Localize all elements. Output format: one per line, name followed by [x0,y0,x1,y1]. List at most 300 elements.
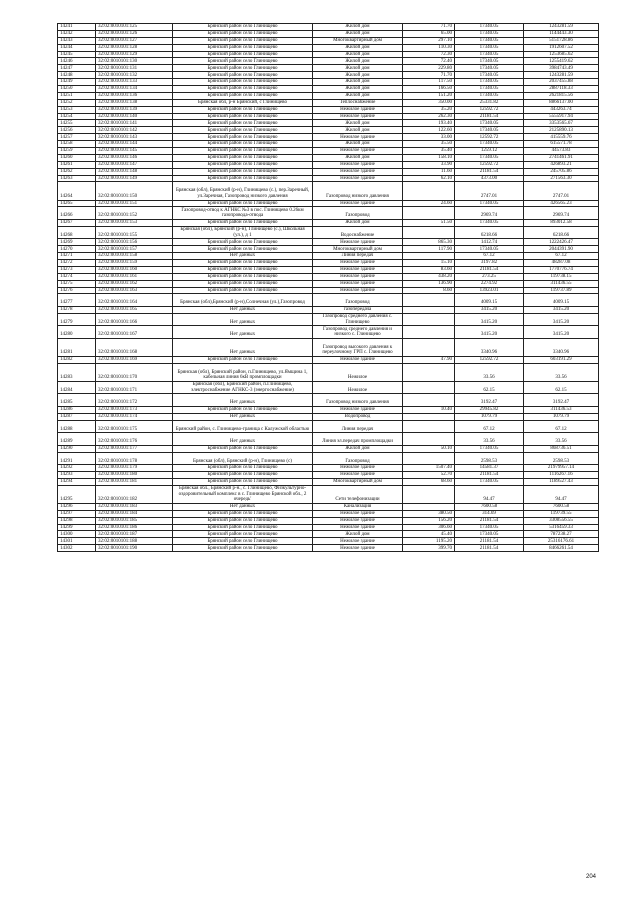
cadastral-value-cell: 2887118.33 [524,86,599,93]
cadastral-number-cell: 32:02:0010101:165 [96,306,173,313]
area-cell [403,253,455,260]
table-row [58,120,599,127]
cadastral-value-cell: 119738.15 [524,273,599,280]
price-per-unit-cell: 12592.72 [455,356,524,363]
row-number-cell: 14293 [58,472,96,479]
cadastral-value-cell: 3353565.67 [524,120,599,127]
object-type-cell: Канализация [313,503,403,510]
cadastral-number-cell: 32:02:0010101:125 [96,24,173,31]
price-per-unit-cell: 13923.01 [455,287,524,294]
table-row [58,294,599,307]
table-row [58,30,599,37]
address-cell: Брянский район село Глинищево [173,148,313,155]
object-type-cell: газопередача [313,306,403,313]
cadastral-value-cell: 25316176.61 [524,538,599,545]
area-cell: 65.00 [403,30,455,37]
area-cell [403,413,455,420]
area-cell [403,381,455,394]
object-type-cell: Газопровод низкого давления [313,394,403,407]
area-cell: 33.00 [403,134,455,141]
address-cell: Брянский район село Глинищево [173,280,313,287]
address-cell: Брянский район село Глинищево [173,37,313,44]
price-per-unit-cell: 3415.20 [455,313,524,326]
cadastral-value-cell: 1770776.74 [524,266,599,273]
row-number-cell: 14284 [58,381,96,394]
table-row [58,127,599,134]
price-per-unit-cell: 17340.05 [455,30,524,37]
price-per-unit-cell: 2598.53 [455,452,524,465]
price-per-unit-cell: 29945.82 [455,406,524,413]
address-cell: Брянский район село Глинищево [173,219,313,226]
area-cell [403,226,455,239]
area-cell: 350.00 [403,99,455,106]
table-row [58,219,599,226]
cadastral-number-cell: 32:02:0010101:144 [96,141,173,148]
address-cell: Брянский район село Глинищево [173,30,313,37]
address-cell: Брянский район село Глинищево [173,406,313,413]
cadastral-value-cell: 8866137.00 [524,99,599,106]
table-row [58,99,599,106]
cadastral-number-cell: 32:02:0010101:151 [96,200,173,207]
price-per-unit-cell: 17340.05 [455,445,524,452]
cadastral-number-cell: 32:02:0010101:153 [96,219,173,226]
cadastral-value-cell: 1116267.16 [524,472,599,479]
address-cell: Нет данных [173,338,313,356]
area-cell: 166.50 [403,86,455,93]
cadastral-number-cell: 32:02:0010101:177 [96,445,173,452]
cadastral-number-cell: 32:02:0010101:130 [96,58,173,65]
area-cell: 11.60 [403,168,455,175]
object-type-cell: Линия передач [313,253,403,260]
object-type-cell: Сети телефонизации [313,485,403,503]
cadastral-value-cell: 3415.20 [524,313,599,326]
address-cell: Брянская (обл), Брянский район, п.Глинищево, ул.Ямщина 1, кабельная линия 6кВ промплощадки [173,363,313,381]
price-per-unit-cell: 12592.72 [455,161,524,168]
row-number-cell: 14243 [58,37,96,44]
price-per-unit-cell: 17340.05 [455,219,524,226]
cadastral-number-cell: 32:02:0010101:152 [96,207,173,220]
price-per-unit-cell: 17340.05 [455,478,524,485]
row-number-cell: 14285 [58,394,96,407]
table-row [58,306,599,313]
address-cell: Брянский район село Глинищево [173,51,313,58]
cadastral-number-cell: 32:02:0010101:141 [96,120,173,127]
cadastral-number-cell: 32:02:0010101:168 [96,338,173,356]
price-per-unit-cell: 21181.54 [455,168,524,175]
object-type-cell: Водопровод [313,413,403,420]
address-cell: Брянский район, с. Глинищево-граница с Калужской областью [173,420,313,433]
row-number-cell: 14297 [58,510,96,517]
cadastral-number-cell: 32:02:0010101:169 [96,356,173,363]
price-per-unit-cell: 12592.72 [455,106,524,113]
table-row [58,260,599,267]
area-cell: 1507.40 [403,465,455,472]
price-per-unit-cell: 17340.05 [455,37,524,44]
row-number-cell: 14287 [58,413,96,420]
cadastral-number-cell: 32:02:0010101:134 [96,86,173,93]
area-cell [403,485,455,503]
cadastral-number-cell: 32:02:0010101:186 [96,524,173,531]
object-type-cell: Жилой дом [313,30,403,37]
cadastral-value-cell: 3415.20 [524,306,599,313]
area-cell [403,182,455,200]
table-row [58,246,599,253]
row-number-cell: 14268 [58,226,96,239]
object-type-cell: Линия передач [313,420,403,433]
address-cell: Брянский район село Глинищево [173,517,313,524]
table-row [58,394,599,407]
row-number-cell: 14252 [58,99,96,106]
price-per-unit-cell: 21181.54 [455,266,524,273]
table-row [58,510,599,517]
object-type-cell: Нежилое здание [313,148,403,155]
cadastral-value-cell: 271563.30 [524,175,599,182]
area-cell: 380.50 [403,510,455,517]
cadastral-value-cell: 1222426.47 [524,239,599,246]
price-per-unit-cell: 21181.54 [455,517,524,524]
area-cell [403,294,455,307]
table-row [58,280,599,287]
row-number-cell: 14261 [58,161,96,168]
table-row [58,452,599,465]
table-row [58,503,599,510]
price-per-unit-cell: 3192.47 [455,394,524,407]
price-per-unit-cell: 33.56 [455,363,524,381]
address-cell: Брянский район село Глинищево [173,161,313,168]
area-cell: 15.10 [403,260,455,267]
object-type-cell: Линия эл.передач промплощадки [313,433,403,446]
cadastral-value-cell: 2125890.13 [524,127,599,134]
cadastral-number-cell: 32:02:0010101:164 [96,294,173,307]
cadastral-value-cell: 426565.23 [524,200,599,207]
area-cell: 83.60 [403,266,455,273]
area-cell: 71.70 [403,24,455,31]
object-type-cell: Газопровод низкого давления [313,182,403,200]
address-cell: Брянский район село Глинищево [173,239,313,246]
area-cell: 297.10 [403,37,455,44]
cadastral-number-cell: 32:02:0010101:182 [96,485,173,503]
table-row [58,86,599,93]
area-cell: 117.90 [403,246,455,253]
table-row [58,326,599,339]
row-number-cell: 14299 [58,524,96,531]
row-number-cell: 14301 [58,538,96,545]
address-cell: Брянская (обл),Брянский (р-н),Солнечная (ул.),Газопровод [173,294,313,307]
object-type-cell: Многоквартирный дом [313,37,403,44]
object-type-cell: Жилой дом [313,44,403,51]
table-row [58,266,599,273]
area-cell: 35.40 [403,148,455,155]
row-number-cell: 14272 [58,260,96,267]
object-type-cell: Нежилое [313,363,403,381]
table-row [58,420,599,433]
cadastral-number-cell: 32:02:0010101:147 [96,161,173,168]
address-cell: Брянский район село Глинищево [173,24,313,31]
table-row [58,154,599,161]
row-number-cell: 14289 [58,433,96,446]
price-per-unit-cell: 17340.05 [455,24,524,31]
address-cell: Брянский район село Глинищево [173,531,313,538]
area-cell: 229.80 [403,65,455,72]
address-cell: Брянский район село Глинищево [173,141,313,148]
table-row [58,363,599,381]
object-type-cell: Газопровод [313,452,403,465]
cadastral-number-cell: 32:02:0010101:175 [96,420,173,433]
object-type-cell: Нежилое здание [313,356,403,363]
row-number-cell: 14292 [58,465,96,472]
address-cell: Брянская обл, р-н Брянский, с Глинищево [173,99,313,106]
cadastral-number-cell: 32:02:0010101:181 [96,478,173,485]
object-type-cell: Нежилое здание [313,266,403,273]
address-cell: Нет данных [173,433,313,446]
cadastral-number-cell: 32:02:0010101:163 [96,287,173,294]
price-per-unit-cell: 2969.74 [455,207,524,220]
table-row [58,538,599,545]
row-number-cell: 14277 [58,294,96,307]
object-type-cell: Нежилое здание [313,472,403,479]
address-cell: Брянская (обл), Брянский (р-н), Глинищево (с) [173,452,313,465]
price-per-unit-cell: 1079.79 [455,413,524,420]
cadastral-number-cell: 32:02:0010101:158 [96,253,173,260]
cadastral-value-cell: 2037455.88 [524,79,599,86]
object-type-cell: Жилой дом [313,141,403,148]
price-per-unit-cell: 17340.05 [455,141,524,148]
price-per-unit-cell: 12592.72 [455,134,524,141]
area-cell: 62.10 [403,175,455,182]
object-type-cell: Жилой дом [313,120,403,127]
table-row [58,313,599,326]
area-cell: 865.30 [403,239,455,246]
table-row [58,207,599,220]
price-per-unit-cell: 17340.05 [455,524,524,531]
row-number-cell: 14276 [58,287,96,294]
table-row [58,72,599,79]
address-cell: Брянский район село Глинищево [173,127,313,134]
address-cell: Брянская (обл), Брянский район, п.Глинищево, электроснабжение АГНКС-3 (энергоснабжение) [173,381,313,394]
page-number: 204 [586,874,597,880]
area-cell [403,306,455,313]
object-type-cell: Многоквартирный дом [313,246,403,253]
object-type-cell: Нежилое здание [313,524,403,531]
price-per-unit-cell: 67.12 [455,253,524,260]
address-cell: Брянский район село Глинищево [173,246,313,253]
price-per-unit-cell: 17340.05 [455,72,524,79]
address-cell: Нет данных [173,413,313,420]
cadastral-number-cell: 32:02:0010101:187 [96,531,173,538]
object-type-cell: Нежилое здание [313,280,403,287]
row-number-cell: 14264 [58,182,96,200]
cadastral-value-cell: 5555917.94 [524,113,599,120]
cadastral-value-cell: 603191.29 [524,356,599,363]
object-type-cell: Жилой дом [313,127,403,134]
row-number-cell: 14267 [58,219,96,226]
address-cell: Брянский район село Глинищево [173,58,313,65]
address-cell: Брянский район село Глинищево [173,545,313,552]
price-per-unit-cell: 314.69 [455,510,524,517]
address-cell: Нет данных [173,326,313,339]
cadastral-number-cell: 32:02:0010101:148 [96,168,173,175]
area-cell: 35.20 [403,106,455,113]
cadastral-value-cell: 443263.74 [524,106,599,113]
row-number-cell: 14282 [58,356,96,363]
cadastral-value-cell: 415559.76 [524,134,599,141]
area-cell: 33.90 [403,161,455,168]
object-type-cell: Газопровод высокого давления к переулочному ГРП с. Глинищево [313,338,403,356]
table-row [58,465,599,472]
area-cell: 1195.20 [403,538,455,545]
row-number-cell: 14249 [58,79,96,86]
address-cell: Брянская обл., Брянский р-н., с. Глинищево, Физкультурно-оздоровительный комплекс в с. Глинищево Брянской обл., 2 очередь' [173,485,313,503]
row-number-cell: 14241 [58,24,96,31]
table-row [58,141,599,148]
address-cell: Брянская (обл), Брянский (р-н), Глинищево (с.), пер.Заречный, ул.Заречная, Газопровод низкого давления [173,182,313,200]
table-row [58,168,599,175]
cadastral-value-cell: 1144443.30 [524,30,599,37]
row-number-cell: 14269 [58,239,96,246]
price-per-unit-cell: 17340.05 [455,58,524,65]
row-number-cell: 14247 [58,65,96,72]
cadastral-number-cell: 32:02:0010101:190 [96,545,173,552]
price-per-unit-cell: 3197.82 [455,260,524,267]
price-per-unit-cell: 21181.54 [455,472,524,479]
cadastral-number-cell: 32:02:0010101:180 [96,472,173,479]
address-cell: Брянский район село Глинищево [173,260,313,267]
cadastral-value-cell: 787238.27 [524,531,599,538]
cadastral-number-cell: 32:02:0010101:142 [96,127,173,134]
price-per-unit-cell: 6218.66 [455,226,524,239]
row-number-cell: 14273 [58,266,96,273]
object-type-cell: Нежилое здание [313,134,403,141]
cadastral-value-cell: 48287.08 [524,260,599,267]
object-type-cell: Жилой дом [313,58,403,65]
object-type-cell: Жилой дом [313,24,403,31]
price-per-unit-cell: 17340.05 [455,92,524,99]
area-cell: 438.20 [403,273,455,280]
table-row [58,134,599,141]
cadastral-value-cell: 33.56 [524,363,599,381]
price-per-unit-cell: 2747.01 [455,182,524,200]
cadastral-number-cell: 32:02:0010101:127 [96,37,173,44]
address-cell: Брянский район село Глинищево [173,287,313,294]
cadastral-value-cell: 2044391.90 [524,246,599,253]
price-per-unit-cell: 17340.05 [455,127,524,134]
address-cell: Брянский район село Глинищево [173,524,313,531]
price-per-unit-cell: 3340.96 [455,338,524,356]
cadastral-number-cell: 32:02:0010101:129 [96,51,173,58]
price-per-unit-cell: 33.56 [455,433,524,446]
cadastral-number-cell: 32:02:0010101:155 [96,226,173,239]
table-row [58,253,599,260]
cadastral-number-cell: 32:02:0010101:159 [96,260,173,267]
row-number-cell: 14286 [58,406,96,413]
address-cell: Брянский район село Глинищево [173,478,313,485]
cadastral-value-cell: 119739.55 [524,510,599,517]
table-row [58,287,599,294]
row-number-cell: 14288 [58,420,96,433]
object-type-cell: Нежилое здание [313,200,403,207]
table-row [58,478,599,485]
address-cell: Брянский район село Глинищево [173,465,313,472]
object-type-cell: Жилой дом [313,219,403,226]
table-row [58,413,599,420]
price-per-unit-cell: 1412.74 [455,239,524,246]
cadastral-number-cell: 32:02:0010101:143 [96,134,173,141]
object-type-cell: Нежилое здание [313,510,403,517]
cadastral-value-cell: 7600.58 [524,503,599,510]
area-cell: 35.50 [403,141,455,148]
row-number-cell: 14260 [58,154,96,161]
cadastral-value-cell: 67.12 [524,420,599,433]
cadastral-value-cell: 62.15 [524,381,599,394]
address-cell: Брянский район село Глинищево [173,168,313,175]
price-per-unit-cell: 17340.05 [455,120,524,127]
area-cell: 68.60 [403,478,455,485]
cadastral-value-cell: 21979957.14 [524,465,599,472]
row-number-cell: 14296 [58,503,96,510]
object-type-cell: Нежилое здание [313,239,403,246]
address-cell: Брянский район село Глинищево [173,86,313,93]
cadastral-value-cell: 893012.58 [524,219,599,226]
row-number-cell: 14280 [58,326,96,339]
object-type-cell: Водоснабжение [313,226,403,239]
address-cell: Брянский район село Глинищево [173,44,313,51]
price-per-unit-cell: 21181.54 [455,113,524,120]
row-number-cell: 14281 [58,338,96,356]
address-cell: Брянский район село Глинищево [173,200,313,207]
cadastral-number-cell: 32:02:0010101:145 [96,148,173,155]
table-row [58,58,599,65]
row-number-cell: 14242 [58,30,96,37]
cadastral-value-cell: 3984743.49 [524,65,599,72]
address-cell: Брянский район село Глинищево [173,538,313,545]
cadastral-value-cell: 1189527.43 [524,478,599,485]
address-cell: Нет данных [173,253,313,260]
cadastral-number-cell: 32:02:0010101:136 [96,92,173,99]
area-cell: 24.60 [403,200,455,207]
cadastral-value-cell: 3192.47 [524,394,599,407]
address-cell: Брянский район село Глинищево [173,106,313,113]
address-cell: Брянский район село Глинищево [173,134,313,141]
object-type-cell: Газопровод среднего давления и низкого с. Глинищево [313,326,403,339]
address-cell: Брянский район село Глинищево [173,92,313,99]
cadastral-value-cell: 2747.01 [524,182,599,200]
cadastral-value-cell: 1243281.59 [524,24,599,31]
area-cell: 45.40 [403,531,455,538]
object-type-cell: Нежилое здание [313,406,403,413]
address-cell: Брянский район село Глинищево [173,273,313,280]
row-number-cell: 14245 [58,51,96,58]
row-number-cell: 14255 [58,120,96,127]
cadastral-value-cell: 311436.55 [524,280,599,287]
cadastral-value-cell: 1243281.59 [524,72,599,79]
cadastral-value-cell: 245705.86 [524,168,599,175]
cadastral-number-cell: 32:02:0010101:160 [96,266,173,273]
table-row [58,51,599,58]
cadastral-number-cell: 32:02:0010101:167 [96,326,173,339]
row-number-cell: 14279 [58,313,96,326]
row-number-cell: 14302 [58,545,96,552]
cadastral-number-cell: 32:02:0010101:179 [96,465,173,472]
area-cell: 158.10 [403,154,455,161]
object-type-cell: Нежилое здание [313,175,403,182]
address-cell: Брянский район село Глинищево [173,113,313,120]
address-cell: Нет данных [173,313,313,326]
object-type-cell: Нежилое здание [313,465,403,472]
area-cell [403,313,455,326]
row-number-cell: 14275 [58,280,96,287]
cadastral-value-cell: 2621815.56 [524,92,599,99]
row-number-cell: 14265 [58,200,96,207]
